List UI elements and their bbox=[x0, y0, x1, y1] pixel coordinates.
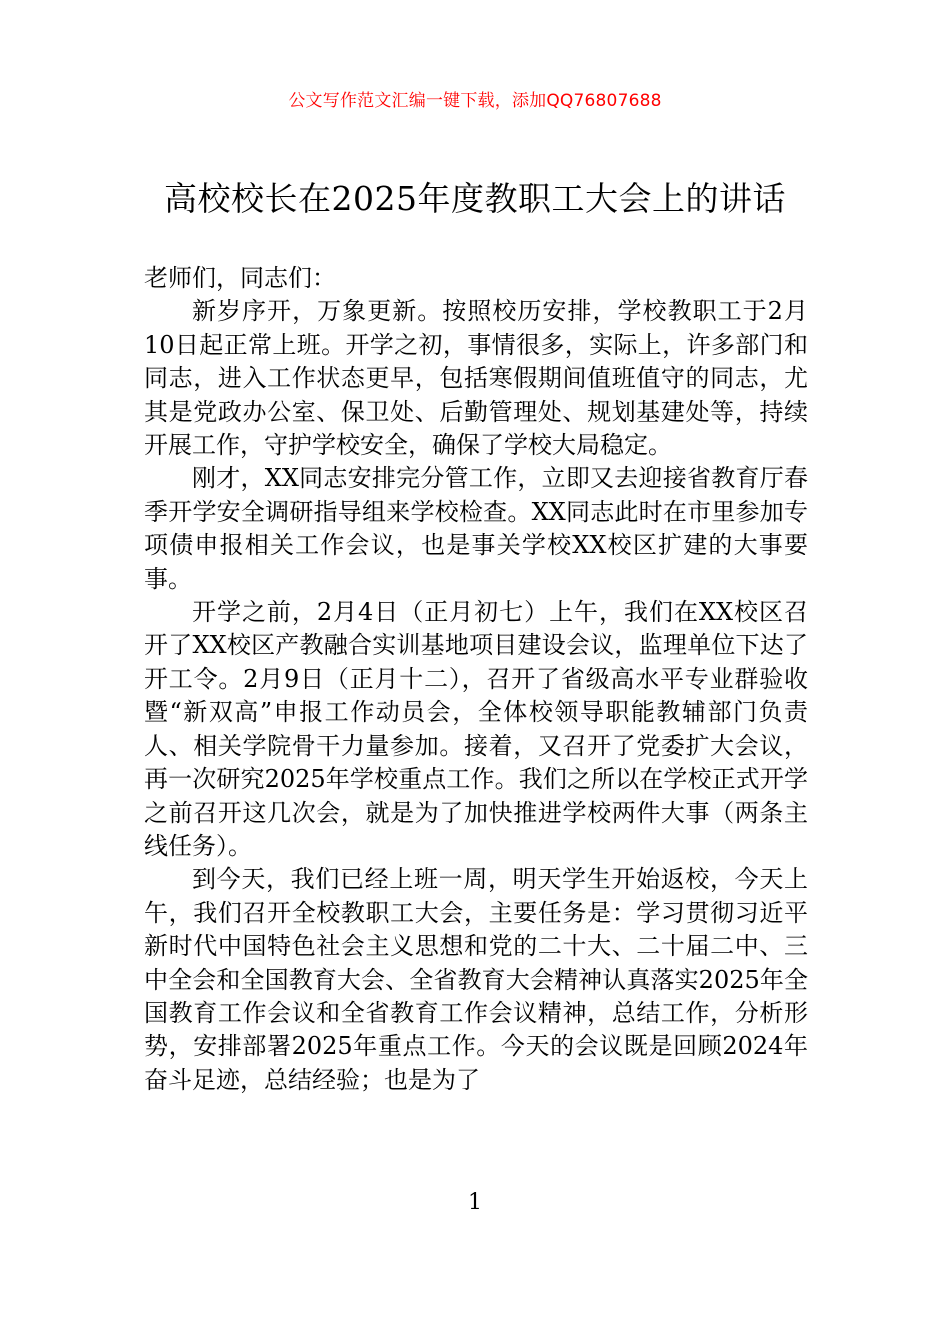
paragraph-3: 开学之前，2月4日（正月初七）上午，我们在XX校区召开了XX校区产教融合实训基地项目建设会议，监理单位下达了开工令。2月9日（正月十二），召开了省级高水平专业群验收暨“新双高”申报工作动员会，全体校领导职能教辅部门负责人、相关学院骨干力量参加。接着，又召开了党委扩大会议，再一次研究2025年学校重点工作。我们之所以在学校正式开学之前召开这几次会，就是为了加快推进学校两件大事（两条主线任务）。 bbox=[144, 598, 808, 860]
salutation: 老师们，同志们： bbox=[144, 264, 336, 292]
paragraph-4: 到今天，我们已经上班一周，明天学生开始返校，今天上午，我们召开全校教职工大会，主要任务是：学习贯彻习近平新时代中国特色社会主义思想和党的二十大、二十届二中、三中全会和全国教育大会、全省教育大会精神认真落实2025年全国教育工作会议和全省教育工作会议精神，总结工作，分析形势，安排部署2025年重点工作。今天的会议既是回顾2024年奋斗足迹，总结经验；也是为了 bbox=[144, 865, 808, 1094]
page-number: 1 bbox=[468, 1190, 482, 1215]
paragraph-1: 新岁序开，万象更新。按照校历安排，学校教职工于2月10日起正常上班。开学之初，事情很多，实际上，许多部门和同志，进入工作状态更早，包括寒假期间值班值守的同志，尤其是党政办公室、保卫处、后勤管理处、规划基建处等，持续开展工作，守护学校安全，确保了学校大局稳定。 bbox=[144, 297, 808, 460]
document-body bbox=[144, 262, 808, 1097]
header-download-note: 公文写作范文汇编一键下载，添加QQ76807688 bbox=[288, 91, 662, 111]
document-title: 高校校长在2025年度教职工大会上的讲话 bbox=[164, 179, 786, 218]
paragraph-2: 刚才，XX同志安排完分管工作，立即又去迎接省教育厅春季开学安全调研指导组来学校检查。XX同志此时在市里参加专项债申报相关工作会议，也是事关学校XX校区扩建的大事要事。 bbox=[144, 464, 808, 593]
